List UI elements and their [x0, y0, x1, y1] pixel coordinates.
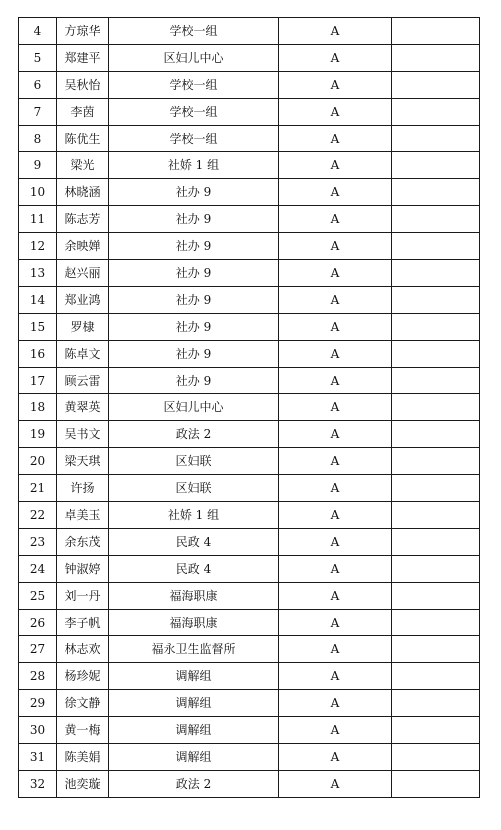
- row-number-cell: 11: [19, 206, 57, 233]
- row-number-cell: 23: [19, 528, 57, 555]
- row-number-cell: 10: [19, 179, 57, 206]
- unit-cell: 民政 4: [109, 528, 279, 555]
- person-name-cell: 郑建平: [57, 44, 109, 71]
- note-cell: [392, 421, 480, 448]
- person-name-cell: 徐文静: [57, 690, 109, 717]
- note-cell: [392, 717, 480, 744]
- grade-cell: A: [279, 663, 392, 690]
- note-cell: [392, 475, 480, 502]
- unit-cell: 学校一组: [109, 18, 279, 45]
- note-cell: [392, 44, 480, 71]
- grade-cell: A: [279, 179, 392, 206]
- grade-cell: A: [279, 609, 392, 636]
- grade-cell: A: [279, 233, 392, 260]
- person-name-cell: 刘一丹: [57, 582, 109, 609]
- note-cell: [392, 744, 480, 771]
- row-number-cell: 17: [19, 367, 57, 394]
- table-row: [19, 555, 480, 582]
- grade-cell: A: [279, 98, 392, 125]
- unit-cell: 调解组: [109, 690, 279, 717]
- grade-cell: A: [279, 528, 392, 555]
- unit-cell: 社办 9: [109, 233, 279, 260]
- table-row: [19, 286, 480, 313]
- unit-cell: 学校一组: [109, 71, 279, 98]
- person-name-cell: 陈优生: [57, 125, 109, 152]
- note-cell: [392, 555, 480, 582]
- note-cell: [392, 286, 480, 313]
- row-number-cell: 26: [19, 609, 57, 636]
- note-cell: [392, 636, 480, 663]
- row-number-cell: 32: [19, 770, 57, 797]
- table-row: [19, 152, 480, 179]
- table-row: [19, 744, 480, 771]
- note-cell: [392, 394, 480, 421]
- table-row: [19, 448, 480, 475]
- person-name-cell: 顾云雷: [57, 367, 109, 394]
- unit-cell: 区妇联: [109, 448, 279, 475]
- unit-cell: 社办 9: [109, 179, 279, 206]
- table-row: [19, 582, 480, 609]
- unit-cell: 社娇 1 组: [109, 152, 279, 179]
- unit-cell: 调解组: [109, 744, 279, 771]
- row-number-cell: 5: [19, 44, 57, 71]
- row-number-cell: 13: [19, 260, 57, 287]
- unit-cell: 社办 9: [109, 286, 279, 313]
- unit-cell: 区妇儿中心: [109, 394, 279, 421]
- unit-cell: 社办 9: [109, 206, 279, 233]
- grade-cell: A: [279, 367, 392, 394]
- table-row: [19, 502, 480, 529]
- table-row: [19, 206, 480, 233]
- table-row: [19, 98, 480, 125]
- person-name-cell: 林志欢: [57, 636, 109, 663]
- note-cell: [392, 71, 480, 98]
- note-cell: [392, 233, 480, 260]
- note-cell: [392, 448, 480, 475]
- person-name-cell: 梁光: [57, 152, 109, 179]
- row-number-cell: 8: [19, 125, 57, 152]
- table-row: [19, 394, 480, 421]
- table-row: [19, 313, 480, 340]
- row-number-cell: 12: [19, 233, 57, 260]
- table-row: [19, 770, 480, 797]
- row-number-cell: 25: [19, 582, 57, 609]
- unit-cell: 民政 4: [109, 555, 279, 582]
- unit-cell: 福海职康: [109, 609, 279, 636]
- note-cell: [392, 206, 480, 233]
- row-number-cell: 28: [19, 663, 57, 690]
- unit-cell: 政法 2: [109, 770, 279, 797]
- grade-cell: A: [279, 71, 392, 98]
- person-name-cell: 赵兴丽: [57, 260, 109, 287]
- row-number-cell: 7: [19, 98, 57, 125]
- table-row: [19, 44, 480, 71]
- row-number-cell: 16: [19, 340, 57, 367]
- note-cell: [392, 313, 480, 340]
- table-row: [19, 609, 480, 636]
- table-row: [19, 528, 480, 555]
- person-name-cell: 杨珍妮: [57, 663, 109, 690]
- note-cell: [392, 609, 480, 636]
- unit-cell: 社办 9: [109, 340, 279, 367]
- grade-cell: A: [279, 582, 392, 609]
- table-row: [19, 636, 480, 663]
- note-cell: [392, 690, 480, 717]
- grade-cell: A: [279, 421, 392, 448]
- grade-cell: A: [279, 555, 392, 582]
- row-number-cell: 20: [19, 448, 57, 475]
- unit-cell: 福永卫生监督所: [109, 636, 279, 663]
- row-number-cell: 19: [19, 421, 57, 448]
- table-row: [19, 663, 480, 690]
- person-name-cell: 池奕璇: [57, 770, 109, 797]
- note-cell: [392, 98, 480, 125]
- grade-cell: A: [279, 206, 392, 233]
- note-cell: [392, 340, 480, 367]
- grade-cell: A: [279, 394, 392, 421]
- person-name-cell: 黄翠英: [57, 394, 109, 421]
- row-number-cell: 30: [19, 717, 57, 744]
- person-name-cell: 吴秋怡: [57, 71, 109, 98]
- unit-cell: 学校一组: [109, 125, 279, 152]
- person-name-cell: 陈美娟: [57, 744, 109, 771]
- table-row: [19, 340, 480, 367]
- person-name-cell: 陈卓文: [57, 340, 109, 367]
- row-number-cell: 4: [19, 18, 57, 45]
- unit-cell: 社办 9: [109, 260, 279, 287]
- grade-cell: A: [279, 502, 392, 529]
- grade-cell: A: [279, 340, 392, 367]
- row-number-cell: 22: [19, 502, 57, 529]
- grade-cell: A: [279, 770, 392, 797]
- person-name-cell: 林晓涵: [57, 179, 109, 206]
- roster-table: [18, 17, 480, 798]
- row-number-cell: 27: [19, 636, 57, 663]
- table-row: [19, 179, 480, 206]
- row-number-cell: 9: [19, 152, 57, 179]
- row-number-cell: 14: [19, 286, 57, 313]
- person-name-cell: 陈志芳: [57, 206, 109, 233]
- row-number-cell: 21: [19, 475, 57, 502]
- table-row: [19, 690, 480, 717]
- unit-cell: 社办 9: [109, 313, 279, 340]
- person-name-cell: 卓美玉: [57, 502, 109, 529]
- table-row: [19, 18, 480, 45]
- table-row: [19, 717, 480, 744]
- grade-cell: A: [279, 152, 392, 179]
- grade-cell: A: [279, 448, 392, 475]
- unit-cell: 福海职康: [109, 582, 279, 609]
- row-number-cell: 15: [19, 313, 57, 340]
- grade-cell: A: [279, 636, 392, 663]
- grade-cell: A: [279, 260, 392, 287]
- person-name-cell: 余东茂: [57, 528, 109, 555]
- unit-cell: 社办 9: [109, 367, 279, 394]
- person-name-cell: 余映婵: [57, 233, 109, 260]
- table-row: [19, 260, 480, 287]
- table-row: [19, 475, 480, 502]
- table-row: [19, 71, 480, 98]
- grade-cell: A: [279, 744, 392, 771]
- person-name-cell: 黄一梅: [57, 717, 109, 744]
- row-number-cell: 29: [19, 690, 57, 717]
- person-name-cell: 吴书文: [57, 421, 109, 448]
- note-cell: [392, 502, 480, 529]
- person-name-cell: 李茵: [57, 98, 109, 125]
- grade-cell: A: [279, 44, 392, 71]
- unit-cell: 社娇 1 组: [109, 502, 279, 529]
- grade-cell: A: [279, 125, 392, 152]
- note-cell: [392, 582, 480, 609]
- note-cell: [392, 260, 480, 287]
- unit-cell: 区妇联: [109, 475, 279, 502]
- note-cell: [392, 367, 480, 394]
- grade-cell: A: [279, 475, 392, 502]
- row-number-cell: 24: [19, 555, 57, 582]
- unit-cell: 政法 2: [109, 421, 279, 448]
- person-name-cell: 许扬: [57, 475, 109, 502]
- table-row: [19, 367, 480, 394]
- note-cell: [392, 18, 480, 45]
- person-name-cell: 李子帆: [57, 609, 109, 636]
- note-cell: [392, 663, 480, 690]
- roster-table-body: [19, 18, 480, 798]
- unit-cell: 学校一组: [109, 98, 279, 125]
- person-name-cell: 方琼华: [57, 18, 109, 45]
- grade-cell: A: [279, 286, 392, 313]
- row-number-cell: 18: [19, 394, 57, 421]
- person-name-cell: 罗棣: [57, 313, 109, 340]
- person-name-cell: 钟淑婷: [57, 555, 109, 582]
- person-name-cell: 郑业鸿: [57, 286, 109, 313]
- row-number-cell: 31: [19, 744, 57, 771]
- grade-cell: A: [279, 313, 392, 340]
- note-cell: [392, 528, 480, 555]
- unit-cell: 区妇儿中心: [109, 44, 279, 71]
- person-name-cell: 梁天琪: [57, 448, 109, 475]
- unit-cell: 调解组: [109, 663, 279, 690]
- table-row: [19, 125, 480, 152]
- grade-cell: A: [279, 717, 392, 744]
- note-cell: [392, 770, 480, 797]
- grade-cell: A: [279, 690, 392, 717]
- row-number-cell: 6: [19, 71, 57, 98]
- note-cell: [392, 179, 480, 206]
- table-row: [19, 233, 480, 260]
- note-cell: [392, 125, 480, 152]
- unit-cell: 调解组: [109, 717, 279, 744]
- grade-cell: A: [279, 18, 392, 45]
- note-cell: [392, 152, 480, 179]
- table-row: [19, 421, 480, 448]
